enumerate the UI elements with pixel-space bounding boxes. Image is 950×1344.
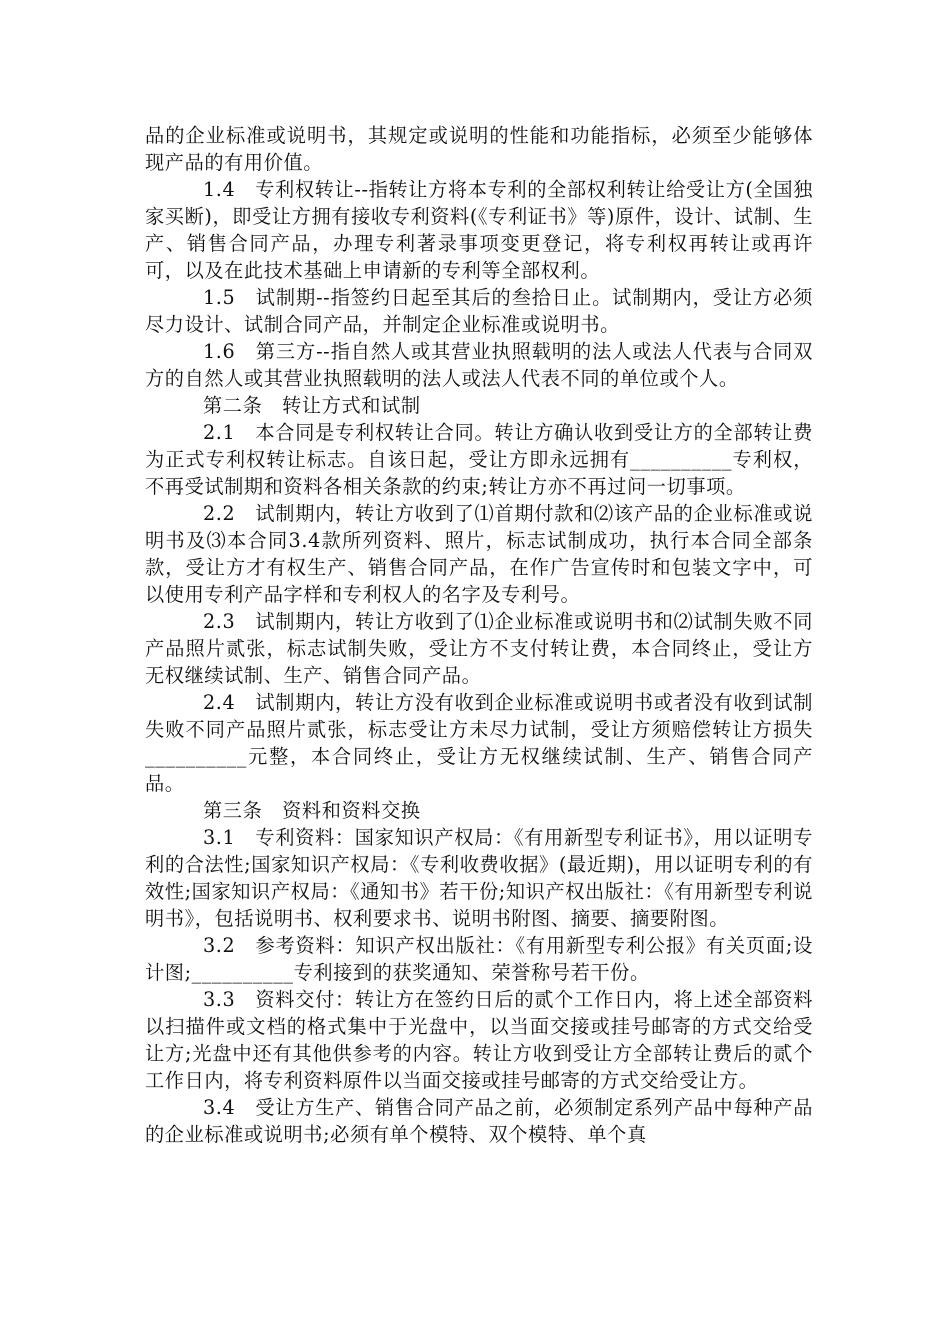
clause-1-5: 1.5 试制期--指签约日起至其后的叁拾日止。试制期内，受让方必须尽力设计、试制合同产品，并制定企业标准或说明书。 [145, 286, 813, 336]
clause-3-1: 3.1 专利资料：国家知识产权局：《有用新型专利证书》，用以证明专利的合法性;国家知识产权局：《专利收费收据》(最近期)，用以证明专利的有效性;国家知识产权局：《通知书》若干份;知识产权出版社：《有用新型专利说明书》，包括说明书、权利要求书、说明书附图、摘要、摘要附图。 [145, 826, 813, 930]
clause-1-6: 1.6 第三方--指自然人或其营业执照载明的法人或法人代表与合同双方的自然人或其营业执照载明的法人或法人代表不同的单位或个人。 [145, 340, 813, 390]
clause-1-4: 1.4 专利权转让--指转让方将本专利的全部权利转让给受让方(全国独家买断)，即受让方拥有接收专利资料(《专利证书》等)原件，设计、试制、生产、销售合同产品，办理专利著录事项变更登记，将专利权再转让或再许可，以及在此技术基础上申请新的专利等全部权利。 [145, 178, 813, 282]
article-3-heading: 第三条 资料和资料交换 [203, 799, 421, 822]
clause-3-2: 3.2 参考资料：知识产权出版社：《有用新型专利公报》有关页面;设计图;__________专利接到的获奖通知、荣誉称号若干份。 [145, 934, 813, 984]
article-2-heading: 第二条 转让方式和试制 [203, 394, 421, 417]
paragraph-continuation: 品的企业标准或说明书，其规定或说明的性能和功能指标，必须至少能够体现产品的有用价值。 [145, 124, 813, 174]
document-page [145, 122, 813, 1148]
clause-2-3: 2.3 试制期内，转让方收到了⑴企业标准或说明书和⑵试制失败不同产品照片贰张，标志试制失败，受让方不支付转让费，本合同终止，受让方无权继续试制、生产、销售合同产品。 [145, 610, 813, 687]
clause-2-4: 2.4 试制期内，转让方没有收到企业标准或说明书或者没有收到试制失败不同产品照片贰张，标志受让方未尽力试制，受让方须赔偿转让方损失__________元整，本合同终止，受让方无权继续试制、生产、销售合同产品。 [145, 691, 813, 795]
clause-2-2: 2.2 试制期内，转让方收到了⑴首期付款和⑵该产品的企业标准或说明书及⑶本合同3.4款所列资料、照片，标志试制成功，执行本合同全部条款，受让方才有权生产、销售合同产品，在作广告宣传时和包装文字中，可以使用专利产品字样和专利权人的名字及专利号。 [145, 502, 813, 606]
clause-3-3: 3.3 资料交付：转让方在签约日后的贰个工作日内，将上述全部资料以扫描件或文档的格式集中于光盘中，以当面交接或挂号邮寄的方式交给受让方;光盘中还有其他供参考的内容。转让方收到受让方全部转让费后的贰个工作日内，将专利资料原件以当面交接或挂号邮寄的方式交给受让方。 [145, 988, 813, 1092]
clause-2-1: 2.1 本合同是专利权转让合同。转让方确认收到受让方的全部转让费为正式专利权转让标志。自该日起，受让方即永远拥有__________专利权，不再受试制期和资料各相关条款的约束;转让方亦不再过问一切事项。 [145, 421, 813, 498]
clause-3-4: 3.4 受让方生产、销售合同产品之前，必须制定系列产品中每种产品的企业标准或说明书;必须有单个模特、双个模特、单个真 [145, 1096, 813, 1146]
